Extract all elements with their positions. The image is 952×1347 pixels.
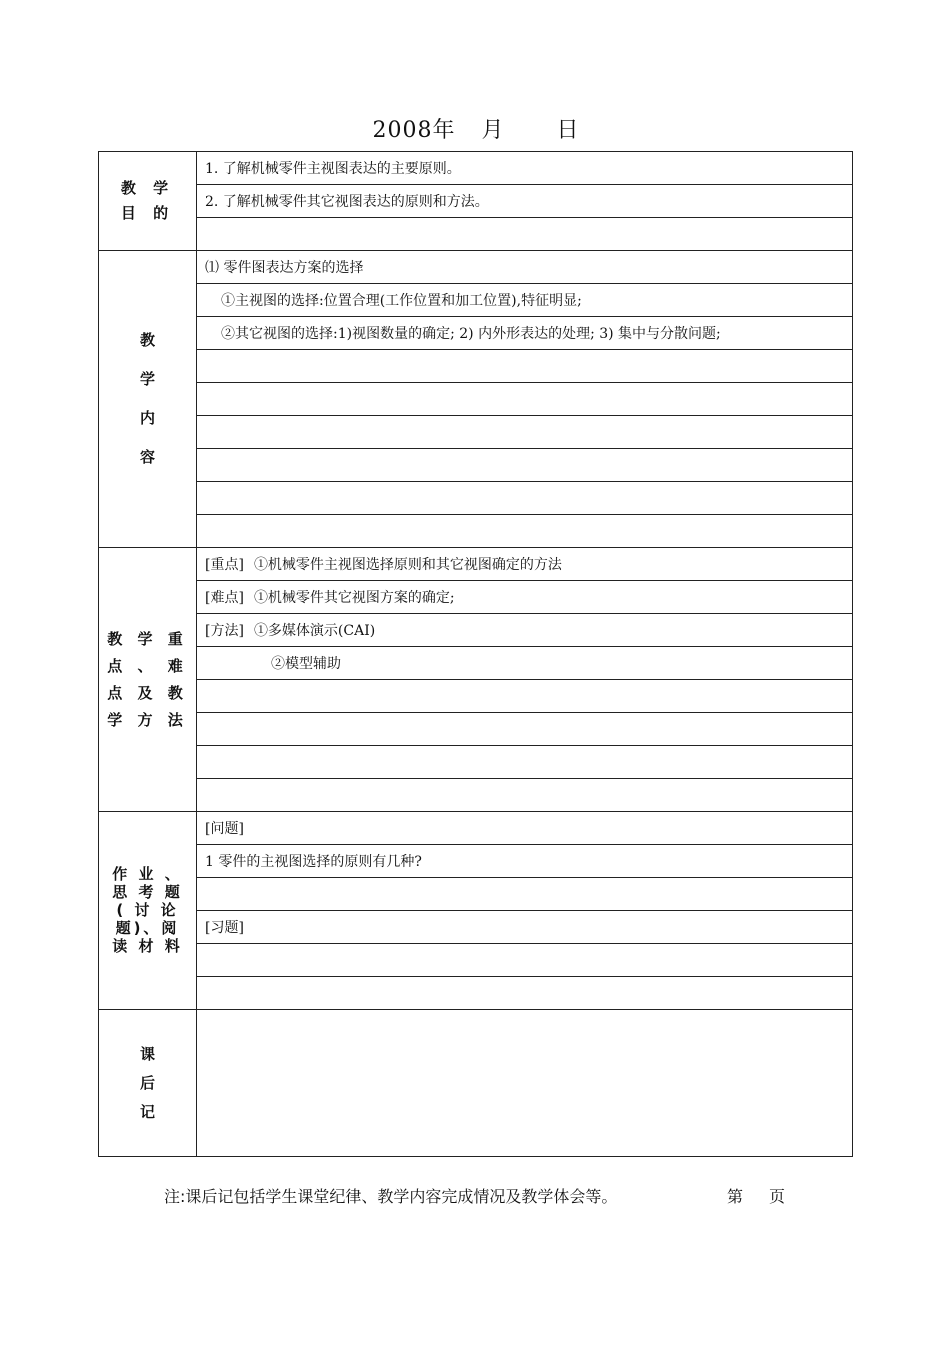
homework-line <box>197 977 853 1010</box>
content-line: ①主视图的选择:位置合理(工作位置和加工位置),特征明显; <box>197 284 853 317</box>
content-line <box>197 383 853 416</box>
blank-line <box>197 746 853 779</box>
key-point-row <box>197 548 853 581</box>
key-points-label: 教 学 重 点 、 难 点 及 教 学 方 法 <box>99 548 197 812</box>
goal-label: 教 学 目 的 <box>99 152 197 251</box>
content-line: ②其它视图的选择:1)视图数量的确定; 2) 内外形表达的处理; 3) 集中与分散问题; <box>197 317 853 350</box>
lesson-plan-table <box>98 151 853 1157</box>
date-line <box>0 113 952 144</box>
goal-line <box>197 218 853 251</box>
key-tag: [重点] <box>205 557 244 573</box>
footer-note: 注:课后记包括学生课堂纪律、教学内容完成情况及教学体会等。 <box>164 1187 618 1206</box>
method-row <box>197 614 853 647</box>
blank-line <box>197 713 853 746</box>
homework-line <box>197 944 853 977</box>
blank-line <box>197 680 853 713</box>
homework-line <box>197 878 853 911</box>
page-number: 第 页 <box>727 1187 786 1206</box>
difficulty-text: ①机械零件其它视图方案的确定; <box>253 590 455 606</box>
difficulty-tag: [难点] <box>205 590 244 606</box>
homework-line: [习题] <box>197 911 853 944</box>
content-label: 教 学 内 容 <box>99 251 197 548</box>
content-line <box>197 482 853 515</box>
homework-label: 作 业 、 思 考 题 ( 讨 论 题)、阅 读 材 料 <box>99 812 197 1010</box>
month-unit: 月 <box>481 118 505 143</box>
day-unit: 日 <box>556 118 580 143</box>
blank-line <box>197 779 853 812</box>
difficulty-row <box>197 581 853 614</box>
year-unit: 年 <box>432 118 456 143</box>
method-row-2 <box>197 647 853 680</box>
homework-line: 1 零件的主视图选择的原则有几种? <box>197 845 853 878</box>
method-tag: [方法] <box>205 623 244 639</box>
key-text: ①机械零件主视图选择原则和其它视图确定的方法 <box>253 557 562 573</box>
content-line: ⑴ 零件图表达方案的选择 <box>197 251 853 284</box>
goal-row <box>99 152 853 185</box>
content-line <box>197 515 853 548</box>
goal-line: 2. 了解机械零件其它视图表达的原则和方法。 <box>197 185 853 218</box>
content-line <box>197 350 853 383</box>
after-class-label: 课 后 记 <box>99 1010 197 1157</box>
content-line <box>197 449 853 482</box>
homework-line: [问题] <box>197 812 853 845</box>
method-text: ①多媒体演示(CAI) <box>253 623 376 639</box>
goal-line: 1. 了解机械零件主视图表达的主要原则。 <box>197 152 853 185</box>
method-text-2: ②模型辅助 <box>271 656 341 672</box>
after-class-notes <box>197 1010 853 1157</box>
content-line <box>197 416 853 449</box>
year: 2008 <box>372 118 433 143</box>
